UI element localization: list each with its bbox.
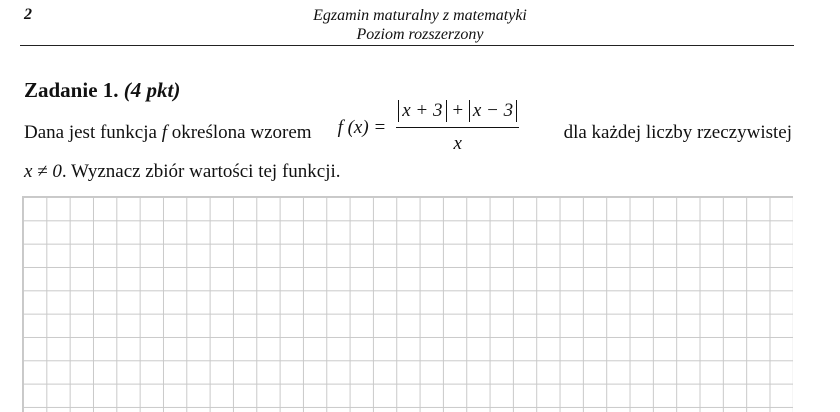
header-title: Egzamin maturalny z matematyki: [313, 7, 527, 24]
page-number: 2: [24, 6, 32, 23]
formula-numerator: [396, 98, 519, 128]
task-text-domain: dla każdej liczby rzeczywistej: [563, 122, 792, 143]
task-points: (4 pkt): [123, 78, 181, 102]
task-text-intro: Dana jest funkcja f określona wzorem: [24, 122, 312, 143]
header-subtitle: Poziom rozszerzony: [356, 26, 484, 43]
answer-grid[interactable]: [22, 196, 793, 412]
abs-term-1: x + 3: [398, 100, 446, 122]
domain-condition: x ≠ 0: [24, 161, 62, 182]
page-header: [0, 6, 840, 44]
formula-slot: [337, 100, 538, 154]
function-name: f: [161, 122, 167, 143]
formula-fraction: [396, 98, 519, 157]
task-text-line2: [24, 160, 341, 184]
formula-denominator: x: [453, 133, 462, 154]
function-formula: [338, 98, 520, 157]
task-instruction: . Wyznacz zbiór wartości tej funkcji.: [61, 161, 341, 182]
task-number: Zadanie 1.: [24, 78, 119, 102]
abs-term-2: x − 3: [469, 100, 517, 122]
formula-plus: +: [451, 100, 465, 121]
formula-lhs: f (x) =: [337, 116, 387, 138]
task-text-line1: [24, 100, 792, 154]
task-title: [24, 78, 180, 103]
header-rule: [20, 45, 794, 46]
